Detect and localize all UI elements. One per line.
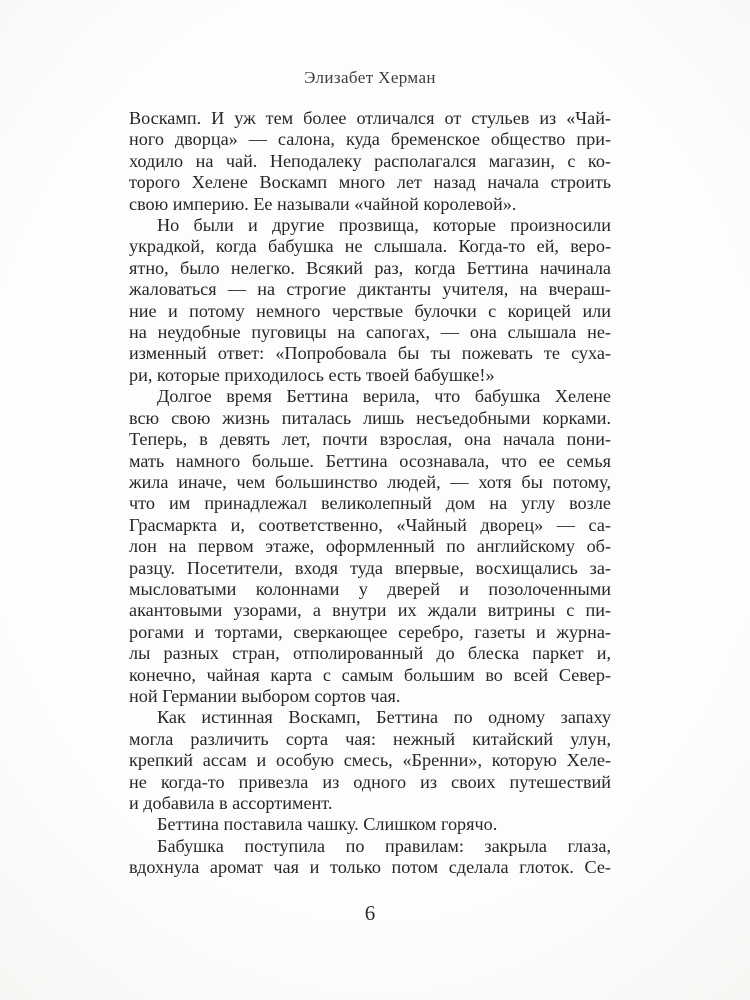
text-line: акантовыми узорами, а внутри их ждали витрины с пи- bbox=[129, 600, 611, 621]
text-line: Но были и другие прозвища, которые произносили bbox=[157, 215, 611, 236]
text-line: не когда-то привезла из одного из своих путешествий bbox=[129, 771, 611, 792]
text-line: свою империю. Ее называли «чайной королевой». bbox=[129, 193, 517, 214]
text-line: рогами и тортами, сверкающее серебро, газеты и журна- bbox=[129, 621, 611, 642]
text-line: ри, которые приходилось есть твоей бабушке!» bbox=[129, 364, 495, 385]
text-line: на неудобные пуговицы на сапогах, — она слышала не- bbox=[129, 322, 611, 343]
text-line: вдохнула аромат чая и только потом сделала глоток. Се- bbox=[129, 857, 611, 878]
text-line: ходило на чай. Неподалеку располагался магазин, с ко- bbox=[129, 150, 611, 171]
text-line: жила иначе, чем большинство людей, — хотя бы потому, bbox=[129, 471, 611, 492]
text-line: Как истинная Воскамп, Беттина по одному запаху bbox=[157, 707, 611, 728]
text-line: ной Германии выбором сортов чая. bbox=[129, 685, 401, 706]
text-line: жаловаться — на строгие диктанты учителя, на вчераш- bbox=[129, 279, 611, 300]
text-line: мысловатыми колоннами у дверей и позолоченными bbox=[129, 578, 611, 599]
body-text bbox=[129, 108, 611, 879]
text-line: Бабушка поступила по правилам: закрыла глаза, bbox=[157, 835, 611, 856]
text-line: торого Хелене Воскамп много лет назад начала строить bbox=[129, 172, 611, 193]
text-line: могла различить сорта чая: нежный китайский улун, bbox=[129, 728, 611, 749]
text-line: Теперь, в девять лет, почти взрослая, она начала пони- bbox=[129, 429, 611, 450]
text-line: ятно, было нелегко. Всякий раз, когда Беттина начинала bbox=[129, 257, 611, 278]
text-line: ние и потому немного черствые булочки с корицей или bbox=[129, 300, 611, 321]
text-line: лон на первом этаже, оформленный по английскому об- bbox=[129, 536, 611, 557]
running-header-author: Элизабет Херман bbox=[304, 68, 436, 87]
text-line: ного дворца» — салона, куда бременское общество при- bbox=[129, 129, 611, 150]
text-line: конечно, чайная карта с самым большим во всей Север- bbox=[129, 664, 611, 685]
text-line: всю свою жизнь питалась лишь несъедобными корками. bbox=[129, 407, 611, 428]
text-line: разцу. Посетители, входя туда впервые, восхищались за- bbox=[129, 557, 611, 578]
page-number: 6 bbox=[364, 901, 376, 925]
text-line: изменный ответ: «Попробовала бы ты пожевать те суха- bbox=[129, 343, 611, 364]
text-line: и добавила в ассортимент. bbox=[129, 793, 333, 813]
text-line: украдкой, когда бабушка не слышала. Когда-то ей, веро- bbox=[129, 236, 611, 257]
text-line: Воскамп. И уж тем более отличался от стульев из «Чай- bbox=[129, 108, 611, 128]
text-line: Грасмаркта и, соответственно, «Чайный дворец» — са- bbox=[129, 514, 611, 535]
text-line: крепкий ассам и особую смесь, «Бренни», которую Хеле- bbox=[129, 750, 611, 771]
text-line: мать намного больше. Беттина осознавала, что ее семья bbox=[129, 450, 611, 471]
text-line: Беттина поставила чашку. Слишком горячо. bbox=[157, 814, 498, 835]
text-line: Долгое время Беттина верила, что бабушка Хелене bbox=[157, 386, 611, 407]
text-line: что им принадлежал великолепный дом на углу возле bbox=[129, 493, 611, 514]
text-line: лы разных стран, отполированный до блеска паркет и, bbox=[129, 643, 611, 664]
